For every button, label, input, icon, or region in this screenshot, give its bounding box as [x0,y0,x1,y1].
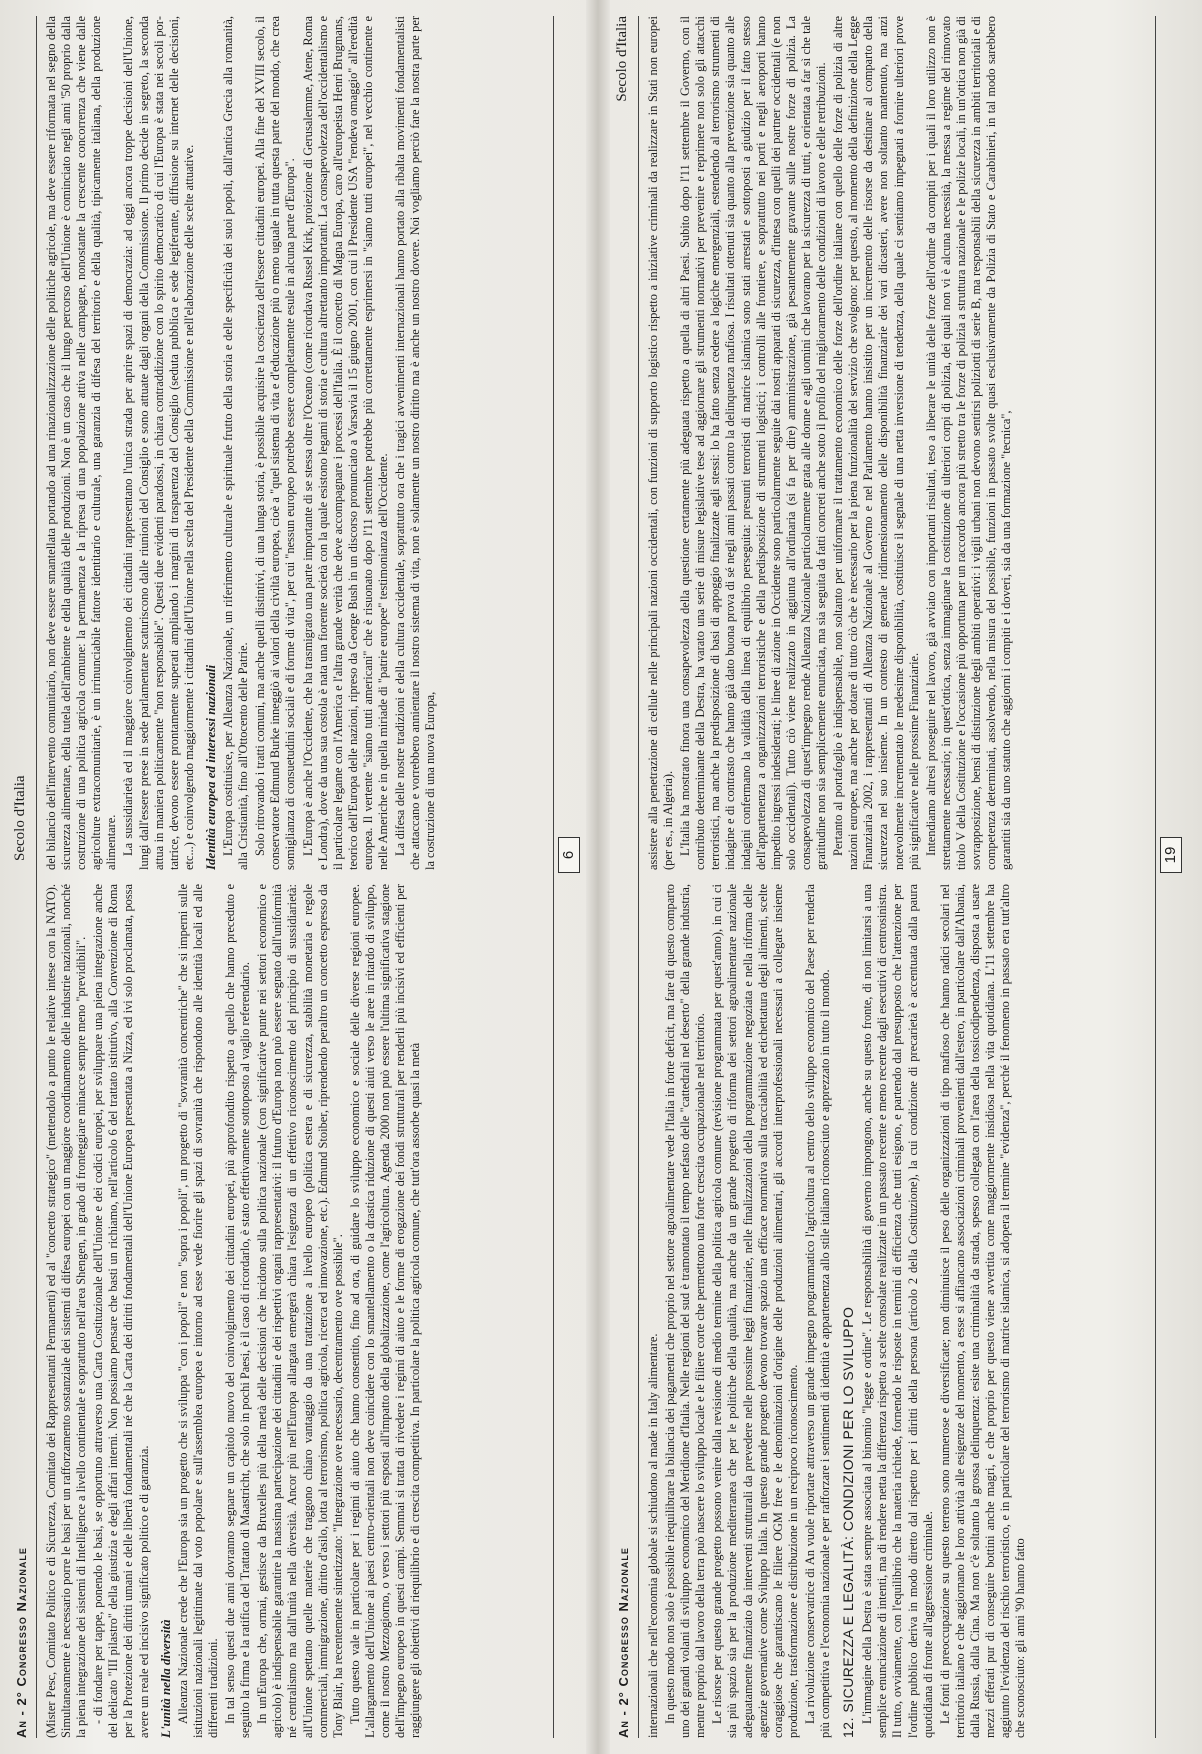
paragraph: La difesa delle nostre tradizioni e della cultura occidentale, soprattutto ora che i tragici avvenimenti internazionali hanno portato alla ribalta movimenti fondamentalisti che attaccano e vorrebbero annientare il nostro sistema di vita, non è solamente un nostro diritto ma è anche un nostro dovere. Noi vogliamo perciò fare la nostra parte per la costruzione di una nuova Europa, [393,16,438,870]
paragraph: - di fondare per tappe, ponendo le basi, se opportuno attraverso una Carta Costituzionale dell'Unione e dei codici europei, per sviluppare una piena integrazione anche del delicato "III pilastro" della giustizia e degli affari interni. Non possiamo pensare che basti un richiamo, nell'articolo 6 del trattato istitutivo, alla Convenzione di Roma per la Protezione dei diritti umani e delle libertà fondamentali né che la Carta dei diritti fondamentali dell'Unione Europea presentata a Nizza, ed ivi solo proclamata, possa avere un reale ed incisivo significato politico e di garanzia. [91,884,151,1738]
paragraph: L'Italia ha mostrato finora una consapevolezza della questione certamente più adeguata rispetto a quella di altri Paesi. Subito dopo l'11 settembre il Governo, con il contributo determinante della Destra, ha varato una serie di misure legislative tese ad aggiornare gli strumenti normativi per prevenire e reprimere non solo gli attacchi terroristici, ma anche la predisposizione di basi di appoggio finalizzate agli stessi: lo ha fatto senza cedere a logiche emergenziali, estendendo al terrorismo strumenti di indagine e di contrasto che hanno già dato buona prova di sé negli anni passati contro la delinquenza mafiosa. I risultati ottenuti sia quanto alla prevenzione sia quanto alle indagini confermano la validità della linea di equilibrio perseguita: presunti terroristi di matrice islamica sono stati arrestati e sottoposti a giudizio per il fatto stesso dell'appartenenza a organizzazioni terroristiche e della predisposizione di strumenti logistici; i controlli alle frontiere, e soprattutto nei porti e negli aeroporti hanno impedito ingressi indesiderati; le linee di azione in Occidente sono particolarmente seguite dai nostri apparati di sicurezza, d'intesa con quelli dei partner occidentali (e non solo occidentali). Tutto ciò viene realizzato in aggiunta all'ordinaria (si fa per dire) amministrazione, già pesantemente gravante sulle nostre forze di polizia. La consapevolezza di quest'impegno rende Alleanza Nazionale particolarmente grata alle donne e agli uomini che lavorano per la sicurezza di tutti, e orientata a far sì che tale gratitudine non sia semplicemente enunciata, ma sia seguita da fatti concreti anche sotto il profilo del miglioramento delle condizioni di lavoro e delle retribuzioni. [678,16,829,870]
header-publication-name: Secolo d'Italia [12,775,28,861]
header-publication-name: Secolo d'Italia [614,16,630,102]
rotated-page-left [0,0,590,1754]
page-number: 19 [1160,837,1182,873]
page-header [614,16,639,1738]
paragraph: (Mister Pesc, Comitato Politico e di Sicurezza, Comitato dei Rappresentanti Permanenti) ed al "concetto strategico" (mettendolo a punto le relative intese con la NATO). Simultaneamente è necessario porre le basi per un rafforzamento sostanziale dei sistemi di difesa europei con un maggiore coordinamento delle industrie nazionali, nonché la piena integrazione dei sistemi di Intelligence a livello continentale e soprattutto nell'area Shengen, in grado di fronteggiare minacce sempre meno "previdibili". [44,884,89,1738]
page-header [12,16,37,1738]
paragraph: In un'Europa che, ormai, gestisce da Bruxelles più della metà delle decisioni che incidono sulla politica nazionale (con significative punte nei settori economico e agricolo) è indispensabile garantire la massima partecipazione dei cittadini e dei rispettivi organi rappresentativi: il futuro d'Europa non può essere segnato dall'uniformità né centralismo ma dall'unità nella diversità. Ancor più nell'Europa allargata emergerà chiara l'esigenza di un effettivo riconoscimento del principio di sussidiarietà: all'Unione spettano quelle materie che traggono chiaro vantaggio da una trattazione a livello europeo (politica estera e di sicurezza, stabilità monetaria e regole commerciali, immigrazione, diritto d'asilo, lotta al terrorismo, politica agricola, ricerca ed innovazione, etc.). Edmund Stoiber, riprendendo peraltro un concetto espresso da Tony Blair, ha recentemente sintetizzato: "Integrazione ove necessario, decentramento ove possibile". [255,884,345,1738]
paragraph: Tutto questo vale in particolare per i regimi di aiuto che hanno consentito, fino ad ora, di guidare lo sviluppo economico e sociale delle diverse regioni europee. L'allargamento dell'Unione ai paesi centro-orientali non deve coincidere con lo smantellamento o la drastica riduzione di questi aiuti verso le aree in ritardo di sviluppo, come il nostro Mezzogiorno, o verso i settori più esposti all'impatto della globalizzazione, come l'agricoltura. Agenda 2000 non può essere l'ultima significativa stagione dell'impegno europeo in questi campi. Semmai si tratta di rivedere i regimi di aiuto e le forme di erogazione dei fondi strutturali per renderli più incisivi ed efficienti per raggiungere gli obiettivi di riequilibrio e di crescita competitiva. In particolare la politica agricola comune, che tutt'ora assorbe quasi la metà [347,884,423,1738]
paragraph: La rivoluzione conservatrice di An vuole riportare attraverso un grande impegno programmatico l'agricoltura al centro dello sviluppo economico del Paese per renderla più competitiva e l'economia nazionale e per rafforzare i sentimenti di identità e appartenenza allo stile italiano riconosciuto e apprezzato in tutto il mondo. [802,884,833,1738]
paragraph: del bilancio dell'intervento comunitario, non deve essere smantellata portando ad una rinazionalizzazione delle politiche agricole, ma deve essere riformata nel segno della sicurezza alimentare, della tutela dell'ambiente e della qualità delle produzioni. Non è un caso che il lungo percorso dell'Unione è cominciato negli anni '50 proprio dalla costruzione di una politica agricola comune: la permanenza e la ripresa di una popolazione attiva nelle campagne, nonostante la crescente concorrenza che viene dalle agricolture extracomunitarie, è un irrinunciabile fattore identitario e culturale, una garanzia di difesa del territorio e della qualità, tipicamente italiana, della produzione alimentare. [44,16,119,870]
text-columns [44,16,546,1738]
section-heading: Identità europea ed interessi nazionali [202,664,218,870]
chapter-heading: 12. SICUREZZA E LEGALITÀ: CONDIZIONI PER LO SVILUPPO [840,1306,857,1738]
page-footer [1155,16,1182,1738]
text-column-1 [44,884,546,1738]
paragraph: assistere alla penetrazione di cellule nelle principali nazioni occidentali, con funzioni di supporto logistico rispetto a iniziative criminali da realizzare in Stati non europei (per es., in Algeria). [646,16,676,870]
header-section-title: An - 2° Congresso Nazionale [14,1547,29,1738]
text-column-3 [646,884,1148,1738]
text-column-4 [646,16,1148,870]
paragraph: Solo ritrovando i tratti comuni, ma anche quelli distintivi, di una lunga storia, è possibile acquisire la coscienza dell'essere cittadini europei. Alla fine del XVIII secolo, il conservatore Edmund Burke inneggiò ai valori della civiltà europea, cioè a "quel sistema di vita e d'educazione più o meno uguale in tutta questa parte del mondo, che crea somiglianza di consuetudini sociali e di forme di vita", per cui "nessun europeo potrebbe essere completamente esule in alcuna parte d'Europa". [253,16,298,870]
paragraph: internazionali che nell'economia globale si schiudono al made in Italy alimentare. [646,1333,660,1738]
paragraph: In questo modo non solo è possibile riequilibrare la bilancia dei pagamenti che proprio nel settore agroalimentare vede l'Italia in forte deficit, ma fare di questo comparto uno dei grandi volani di sviluppo economico del Meridione d'Italia. Nelle regioni del sud è tramontato il tempo nefasto delle "cattedrali nel deserto" della grande industria, mentre proprio dal lavoro della terra può nascere lo sviluppo locale e le filiere corte che permettono una forte crescita occupazionale nel territorio. [663,884,708,1738]
paragraph: Intendiamo altresì proseguire nel lavoro, già avviato con importanti risultati, teso a liberare le unità delle forze dell'ordine da compiti per i quali il loro utilizzo non è strettamente necessario; in quest'ottica, senza immaginare la costituzione di ulteriori corpi di polizia, dei quali non vi è alcuna necessità, la messa a regime del rinnovato titolo V della Costituzione e l'occasione più opportuna per un raccordo ancora più stretto tra le forze di polizia a struttura nazionale e le polizie locali, in un'ottica non già di sovrapposizione, bensì di distinzione degli ambiti operativi: i vigili urbani non devono sentirsi poliziotti di serie B, ma responsabili della sicurezza in ambiti territoriali e di competenza determinati, assolvendo, nella misura del possibile, funzioni in passato svolte quasi esclusivamente da Polizia di Stato e Carabinieri, in tal modo sarebbero garantiti sia da uno statuto che aggiorni i compiti e i doveri, sia da una formazione "tecnica", [923,16,1014,870]
page-number: 6 [558,837,580,873]
page-footer [553,16,580,1738]
paragraph: La sussidiarietà ed il maggiore coinvolgimento dei cittadini rappresentano l'unica strada per aprire spazi di democrazia: ad oggi ancora troppe decisioni dell'Unione, lungi dall'essere prese in sede parlamentare scaturiscono dalle riunioni del Consiglio e sono attuate dagli organi della Commissione. Il primo decide in segreto, la seconda attua in maniera politicamente "non responsabile". Questi due evidenti paradossi, in chiara contraddizione con lo spirito democratico di cui l'Europa è stata nei secoli portatrice, devono essere prontamente superati ampliando i margini di trasparenza del Consiglio (seduta pubblica e sede legiferante, diffusione su internet delle decisioni, etc...) e coinvolgendo maggiormente i cittadini dell'Unione nella scelta del Presidente della Commissione e nell'elaborazione delle scelte attuative. [121,16,196,870]
text-columns [646,16,1148,1738]
text-column-2 [44,16,546,870]
paragraph: Le fonti di preoccupazione su questo terreno sono numerose e diversificate; non diminuisce il peso delle organizzazioni di tipo mafioso che hanno radici secolari nel territorio italiano e che aggiornano le loro attività alle esigenze del momento, a esse si affiancano associazioni criminali provenienti dall'estero, in particolare dall'Albania, dalla Russia, dalla Cina. Ma non c'è soltanto la grossa delinquenza: esiste una criminalità da strada, spesso collegata con l'area della tossicodipendenza, disposta a usare mezzi efferati pur di conseguire bottini anche magri, e che proprio per questo viene avvertita come maggiormente insidiosa nella vita quotidiana. L'11 settembre ha aggiunto l'evidenza del rischio terroristico, e in particolare del terrorismo di matrice islamica, si adopera il termine "evidenza", perché il fenomeno in passato era tutt'altro che sconosciuto: gli anni '90 hanno fatto [937,884,1028,1738]
paragraph: In tal senso questi due anni dovranno segnare un capitolo nuovo del coinvolgimento dei cittadini europei, più approfondito rispetto a quello che hanno preceduto e seguito la firma e la ratifica del Trattato di Maastricht, che solo in pochi Paesi, è il caso di ricordarlo, è stato effettivamente sottoposto al vaglio referendario. [223,884,253,1738]
paragraph: Pertanto al portafoglio è indispensabile, non soltanto per uniformare il trattamento economico delle forze dell'ordine italiane con quello delle forze di polizia di altre nazioni europee, ma anche per dotare di tutto ciò che è necessario per la piena funzionalità del servizio che svolgono: per questo, al momento della definizione della Legge Finanziaria 2002, i rappresentanti di Alleanza Nazionale al Governo e nel Parlamento hanno insistito per un incremento delle risorse da destinare al comparto della sicurezza nel suo insieme. In un contesto di generale ridimensionamento delle disponibilità finanziarie dei vari dicasteri, avere non soltanto mantenuto, ma anzi notevolmente incrementato le medesime disponibilità, costituisce il segnale di una netta inversione di tendenza, della quale ci sentiamo impegnati a fornire ulteriori prove più significative nelle prossime Finanziarie. [831,16,921,870]
paragraph: Le risorse per questo grande progetto possono venire dalla revisione di medio termine della politica agricola comune (revisione programmata per quest'anno), in cui ci sia più spazio sia per la produzione mediterranea che per le politiche della qualità, ma anche da un grande progetto di riforma dei settori agroalimentare nazionale adeguatamente finanziato da interventi strutturali da prevedere nelle prossime leggi finanziarie, nelle finalizzazioni della programmazione negoziata e nella riforma delle agenzie governative come Sviluppo Italia. In questo grande progetto devono trovare spazio una efficace normativa sulla tracciabilità ed etichettatura degli alimenti, scelte coraggiose che garantiscano le filiere OGM free e le denominazioni d'origine delle produzioni alimentari, gli accordi interprofessionali necessari a collegare insieme produzione, trasformazione e distribuzione in un reciproco riconoscimento. [710,884,800,1738]
section-heading: L'unità nella diversità [157,1619,173,1738]
paragraph: L'Europa costituisce, per Alleanza Nazionale, un riferimento culturale e spirituale frutto della storia e delle specificità dei suoi popoli, dall'antica Grecia alla romanità, alla Cristianità, fino all'Ottocento delle Patrie. [221,16,251,870]
rotated-page-right [602,0,1192,1754]
paragraph: L'Europa è anche l'Occidente, che ha trasmigrato una parte importante di se stessa oltre l'Oceano (come ricordava Russel Kirk, proiezione di Gerusalemme, Atene, Roma e Londra), dove da una sua costola è nata una fiorente società con la quale esistono legami di storia e cultura altrettanto importanti. La consapevolezza dell'occidentalismo e il particolare legame con l'America e l'altra grande verità che deve accompagnare i processi dell'Italia. È il concetto di Magna Europa, caro all'europeista Henri Brugmans, teorico dell'Europa delle nazioni, ripreso da George Bush in un discorso pronunciato a Varsavia il 15 giugno 2001, con cui il Presidente USA "rendeva omaggio" all'eredità europea. Il vertente "siamo tutti americani" che è risuonato dopo l'11 settembre potrebbe più correttamente esprimersi in "siamo tutti europei", nel vecchio continente e nelle Americhe e in quella miriade di "patrie europee" testimonianza dell'Occidente. [300,16,390,870]
paragraph: Alleanza Nazionale crede che l'Europa sia un progetto che si sviluppa "con i popoli" e non "sopra i popoli", un progetto di "sovranità concentriche" che si imperni sulle istituzioni nazionali legittimate dal voto popolare e sull'assemblea europea e intorno ad esse vede fiorire gli spazi di sovranità che rispondono alle identità locali ed alle differenti tradizioni. [175,884,220,1738]
header-section-title: An - 2° Congresso Nazionale [616,1547,631,1738]
paragraph: L'immagine della Destra è stata sempre associata al binomio "legge e ordine". Le responsabilità di governo impongono, anche su questo fronte, di non limitarsi a una semplice enunciazione di intenti, ma di rendere netta la differenza rispetto a scelte consolate realizzate in un passato recente e meno recente dagli esecutivi di centrosinistra. Il tutto, ovviamente, con l'equilibrio che la materia richiede, fornendo le risposte in termini di efficienza che tutti esigono, e partendo dal presupposto che l'attenzione per l'ordine pubblico deriva in modo diretto dal rispetto per i diritti della persona (articolo 2 della Costituzione), la cui condizione di precarietà è accentuata dalla paura quotidiana di fronte all'aggressione criminale. [860,884,935,1738]
